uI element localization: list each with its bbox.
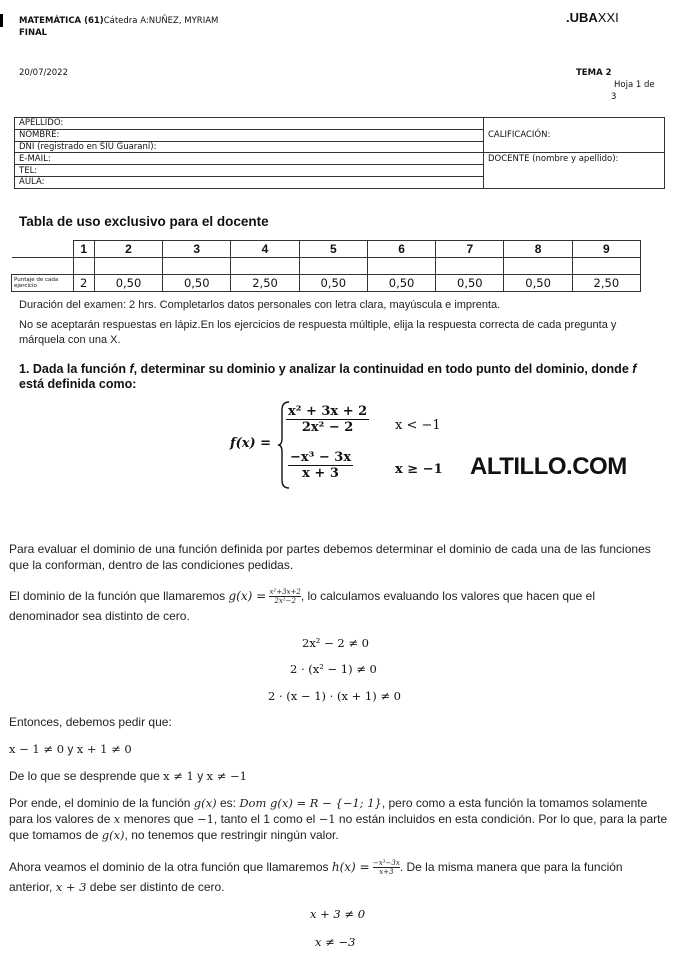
- case2-denominator: x + 3: [302, 466, 339, 481]
- p2-g: g(x) =: [228, 589, 267, 603]
- equation-5: x ≠ −3: [315, 935, 356, 949]
- grade-blank-cell: [94, 258, 162, 275]
- p4-a: Ahora veamos el dominio de la otra función que llamaremos: [9, 860, 332, 874]
- piecewise-function: [230, 400, 470, 490]
- header-course: [19, 16, 218, 26]
- case1-fraction: [286, 404, 369, 435]
- p4-m: x + 3: [55, 880, 87, 894]
- grade-value: 2,50: [572, 275, 640, 292]
- p3-f: no están incluidos en esta condición. Por lo que, para la parte que tomamos de: [9, 812, 668, 842]
- grade-header: 3: [163, 241, 231, 258]
- email-field: E-MAIL:: [15, 153, 484, 165]
- g-fraction: [269, 588, 300, 605]
- grade-blank-cell: [163, 258, 231, 275]
- uba-logo: [566, 10, 619, 25]
- conditions-line: [9, 741, 132, 757]
- case2-condition: x ≥ −1: [395, 462, 443, 477]
- p3-x: x: [113, 812, 121, 826]
- grades-table: [11, 240, 641, 292]
- p3-g2: g(x): [101, 828, 125, 842]
- grade-blank-cell: [231, 258, 299, 275]
- page-count-label: Hoja 1 de: [614, 80, 655, 90]
- grade-value: 0,50: [299, 275, 367, 292]
- equation-4: x + 3 ≠ 0: [310, 907, 366, 921]
- grade-blank-cell: [367, 258, 435, 275]
- exercise-1-question: [19, 362, 689, 392]
- p3-c: , pero como a esta función la tomamos solamente para los valores de: [9, 796, 648, 826]
- cond-y: y: [64, 742, 77, 756]
- uba-logo-text: .UBA: [566, 10, 598, 25]
- grade-value: 0,50: [367, 275, 435, 292]
- grade-header: 8: [504, 241, 572, 258]
- p4-b: . De la misma manera que para la función anterior,: [9, 860, 623, 894]
- p2-a: El dominio de la función que llamaremos: [9, 589, 229, 603]
- cond-a: x − 1 ≠ 0: [9, 742, 65, 756]
- grade-blank-cell: [436, 258, 504, 275]
- p3-m1: −1: [196, 812, 214, 826]
- q-rest: , determinar su dominio y analizar la continuidad en todo punto del dominio, donde: [133, 362, 633, 376]
- case2-fraction: [288, 450, 353, 481]
- q-line2: está definida como:: [19, 377, 137, 391]
- p3-h: , no tenemos que restringir ningún valor.: [124, 828, 339, 842]
- aula-field: AULA:: [15, 176, 484, 188]
- equation-3: 2 · (x − 1) · (x + 1) ≠ 0: [268, 689, 401, 703]
- case1-condition: x < −1: [395, 418, 441, 433]
- p2-b: , lo calculamos evaluando los valores que hacen que el denominador sea distinto de cero.: [9, 589, 596, 623]
- entonces-text: Entonces, debemos pedir que:: [9, 715, 172, 729]
- score-row-label: Puntaje de cada ejercicio: [12, 275, 74, 292]
- page-total: 3: [611, 92, 617, 102]
- apellido-field: APELLIDO:: [15, 118, 484, 130]
- tema-label: TEMA 2: [576, 68, 612, 78]
- grade-value: 0,50: [94, 275, 162, 292]
- calificacion-field: CALIFICACIÓN:: [484, 118, 665, 153]
- grade-value: 2: [73, 275, 94, 292]
- grade-header: 5: [299, 241, 367, 258]
- grade-blank-cell: [504, 258, 572, 275]
- desprende-a: De lo que se desprende que: [9, 769, 164, 783]
- case1-numerator: x² + 3x + 2: [288, 404, 368, 419]
- cond-b: x + 1 ≠ 0: [76, 742, 132, 756]
- grades-blank-label: [12, 258, 74, 275]
- p3-b: es:: [216, 796, 240, 810]
- exam-date: 20/07/2022: [19, 68, 68, 78]
- grade-header: 9: [572, 241, 640, 258]
- grade-blank-cell: [299, 258, 367, 275]
- q-f: f: [129, 362, 134, 376]
- exam-type: FINAL: [19, 28, 48, 38]
- p3-d: menores que: [120, 812, 197, 826]
- solution-intro: Para evaluar el dominio de una función definida por partes debemos determinar el dominio de cada una de las funciones que la conforman, dentro de las condiciones pedidas.: [9, 542, 651, 572]
- p4-h: h(x) =: [331, 860, 370, 874]
- p4-c: debe ser distinto de cero.: [86, 880, 225, 894]
- g-num: x²+3x+2: [269, 588, 301, 597]
- desprende-m2: x ≠ −1: [206, 769, 247, 783]
- grade-blank-cell: [572, 258, 640, 275]
- grade-header: 6: [367, 241, 435, 258]
- course-name: MATEMÁTICA (61): [19, 16, 104, 26]
- solution-g-conclusion: [9, 795, 669, 843]
- solution-h-domain: [9, 857, 669, 897]
- grade-header: 4: [231, 241, 299, 258]
- dni-field: DNI (registrado en SIU Guaraní):: [15, 141, 484, 153]
- p3-m1b: −1: [318, 812, 336, 826]
- p3-e: , tanto el 1 como el: [213, 812, 319, 826]
- fx-label: f(x) =: [230, 436, 272, 451]
- watermark: ALTILLO.COM: [470, 453, 627, 480]
- solution-g-domain: [9, 586, 659, 626]
- grades-title: Tabla de uso exclusivo para el docente: [19, 214, 269, 229]
- nombre-field: NOMBRE:: [15, 129, 484, 141]
- left-margin-bar: [0, 14, 3, 27]
- equation-2: 2 · (x² − 1) ≠ 0: [290, 662, 377, 676]
- desprende-line: [9, 768, 247, 784]
- chair-name: Cátedra A:NUÑEZ, MYRIAM: [103, 16, 219, 26]
- p3-a: Por ende, el dominio de la función: [9, 796, 194, 810]
- q-prefix: 1. Dada la función: [19, 362, 130, 376]
- desprende-m1: x ≠ 1: [163, 769, 194, 783]
- equation-1: 2x² − 2 ≠ 0: [302, 636, 369, 650]
- grade-header: 2: [94, 241, 162, 258]
- case1-denominator: 2x² − 2: [301, 420, 354, 435]
- grade-value: 0,50: [163, 275, 231, 292]
- grade-header: 7: [436, 241, 504, 258]
- q-f2: f: [632, 362, 637, 376]
- h-fraction: [373, 859, 400, 876]
- grade-header: 1: [73, 241, 94, 258]
- g-den: 2x²−2: [274, 597, 296, 606]
- exam-duration: Duración del examen: 2 hrs. Completarlos datos personales con letra clara, mayúscula e imprenta.: [19, 299, 501, 311]
- uba-logo-suffix: XXI: [597, 10, 619, 25]
- grade-value: 2,50: [231, 275, 299, 292]
- h-num: −x³−3x: [372, 859, 400, 868]
- grade-blank-cell: [73, 258, 94, 275]
- student-info-form: [14, 117, 665, 189]
- p3-dom: Dom g(x) = R − {−1; 1}: [239, 796, 382, 810]
- grades-corner: [12, 241, 74, 258]
- desprende-y: y: [193, 769, 207, 783]
- docente-field: DOCENTE (nombre y apellido):: [484, 153, 665, 188]
- grade-value: 0,50: [436, 275, 504, 292]
- grade-value: 0,50: [504, 275, 572, 292]
- h-den: x+3: [379, 868, 394, 877]
- p3-g: g(x): [193, 796, 217, 810]
- tel-field: TEL:: [15, 165, 484, 177]
- case2-numerator: −x³ − 3x: [290, 450, 352, 465]
- pencil-instructions: No se aceptarán respuestas en lápiz.En los ejercicios de respuesta múltiple, elija la respuesta correcta de cada pregunta y márquela con una X.: [19, 319, 617, 346]
